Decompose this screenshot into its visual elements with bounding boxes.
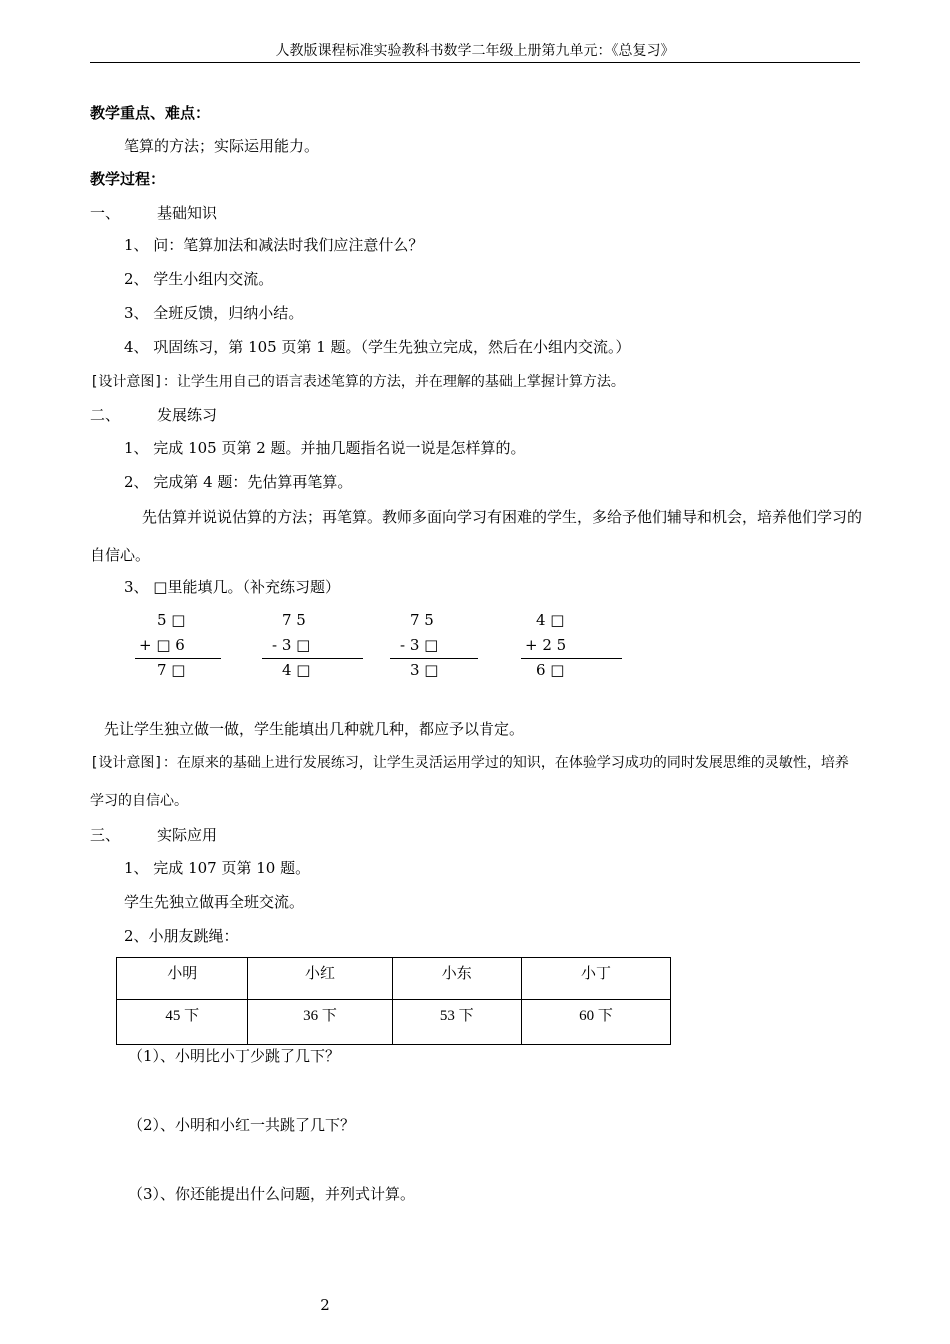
question-3: （3）、你还能提出什么问题，并列式计算。 xyxy=(128,1185,416,1203)
section1-item-3: 3、 全班反馈，归纳小结。 xyxy=(124,304,304,322)
problem-row-2: + 2 5 xyxy=(525,636,567,654)
section2-title: 发展练习 xyxy=(157,406,218,424)
section3-item-1-note: 学生先独立做再全班交流。 xyxy=(124,893,305,911)
section2-item-2: 2、 完成第 4 题：先估算再笔算。 xyxy=(124,473,353,491)
section1-design-intent: [设计意图]：让学生用自己的语言表述笔算的方法，并在理解的基础上掌握计算方法。 xyxy=(90,374,625,390)
question-1: （1）、小明比小丁少跳了几下？ xyxy=(128,1047,341,1065)
problem-result: 7 □ xyxy=(157,661,186,679)
table-header-cell: 小红 xyxy=(248,958,392,1000)
table-cell: 45 下 xyxy=(117,1000,248,1045)
section3-item-2: 2、小朋友跳绳： xyxy=(124,927,239,945)
section3-number: 三、 xyxy=(90,826,121,844)
section1-item-2: 2、 学生小组内交流。 xyxy=(124,270,274,288)
key-points-content: 笔算的方法；实际运用能力。 xyxy=(124,137,320,155)
section1-number: 一、 xyxy=(90,204,121,222)
table-cell: 36 下 xyxy=(248,1000,392,1045)
section2-paragraph: 先估算并说说估算的方法；再笔算。教师多面向学习有困难的学生，多给予他们辅导和机会，培养他们学习的自信心。 xyxy=(90,508,863,564)
section2-item-3: 3、 □里能填几。（补充练习题） xyxy=(124,578,340,596)
section2-note: 先让学生独立做一做，学生能填出几种就几种，都应予以肯定。 xyxy=(104,720,525,738)
table-header-cell: 小丁 xyxy=(521,958,670,1000)
section2-item-1: 1、 完成 105 页第 2 题。并抽几题指名说一说是怎样算的。 xyxy=(124,439,526,457)
section3-title: 实际应用 xyxy=(157,826,218,844)
table-cell: 60 下 xyxy=(521,1000,670,1045)
fill-box-problem xyxy=(262,611,366,683)
table-row xyxy=(117,958,671,1000)
problem-result: 4 □ xyxy=(282,661,311,679)
table-row xyxy=(117,1000,671,1045)
fill-box-problem xyxy=(521,611,625,683)
problem-result: 6 □ xyxy=(536,661,565,679)
process-heading: 教学过程： xyxy=(90,170,166,188)
section1-item-4: 4、 巩固练习，第 105 页第 1 题。（学生先独立完成，然后在小组内交流。） xyxy=(124,338,631,356)
section3-item-1: 1、 完成 107 页第 10 题。 xyxy=(124,859,311,877)
problem-row-1: 7 5 xyxy=(410,611,434,629)
section1-title: 基础知识 xyxy=(157,204,218,222)
problem-line xyxy=(135,658,221,659)
problem-line xyxy=(521,658,622,659)
section1-item-1: 1、 问：笔算加法和减法时我们应注意什么？ xyxy=(124,236,424,254)
problem-result: 3 □ xyxy=(410,661,439,679)
jump-rope-table xyxy=(116,957,671,1045)
problem-row-2: - 3 □ xyxy=(400,636,439,654)
fill-box-problem xyxy=(390,611,480,683)
page-header: 人教版课程标准实验教科书数学二年级上册第九单元：《总复习》 xyxy=(90,40,860,63)
problem-row-1: 4 □ xyxy=(536,611,565,629)
problem-line xyxy=(262,658,363,659)
problem-row-1: 7 5 xyxy=(282,611,306,629)
table-header-cell: 小东 xyxy=(392,958,521,1000)
section2-number: 二、 xyxy=(90,406,121,424)
section2-design-intent: [设计意图]：在原来的基础上进行发展练习，让学生灵活运用学过的知识，在体验学习成功的同时发展思维的灵敏性，培养学习的自信心。 xyxy=(90,755,849,809)
problem-row-1: 5 □ xyxy=(157,611,186,629)
table-header-cell: 小明 xyxy=(117,958,248,1000)
problem-line xyxy=(390,658,478,659)
table-cell: 53 下 xyxy=(392,1000,521,1045)
problem-row-2: + □ 6 xyxy=(139,636,185,654)
page-number: 2 xyxy=(320,1296,330,1314)
fill-box-problem xyxy=(135,611,223,683)
problem-row-2: - 3 □ xyxy=(272,636,311,654)
question-2: （2）、小明和小红一共跳了几下？ xyxy=(128,1116,356,1134)
key-points-heading: 教学重点、难点： xyxy=(90,104,211,122)
